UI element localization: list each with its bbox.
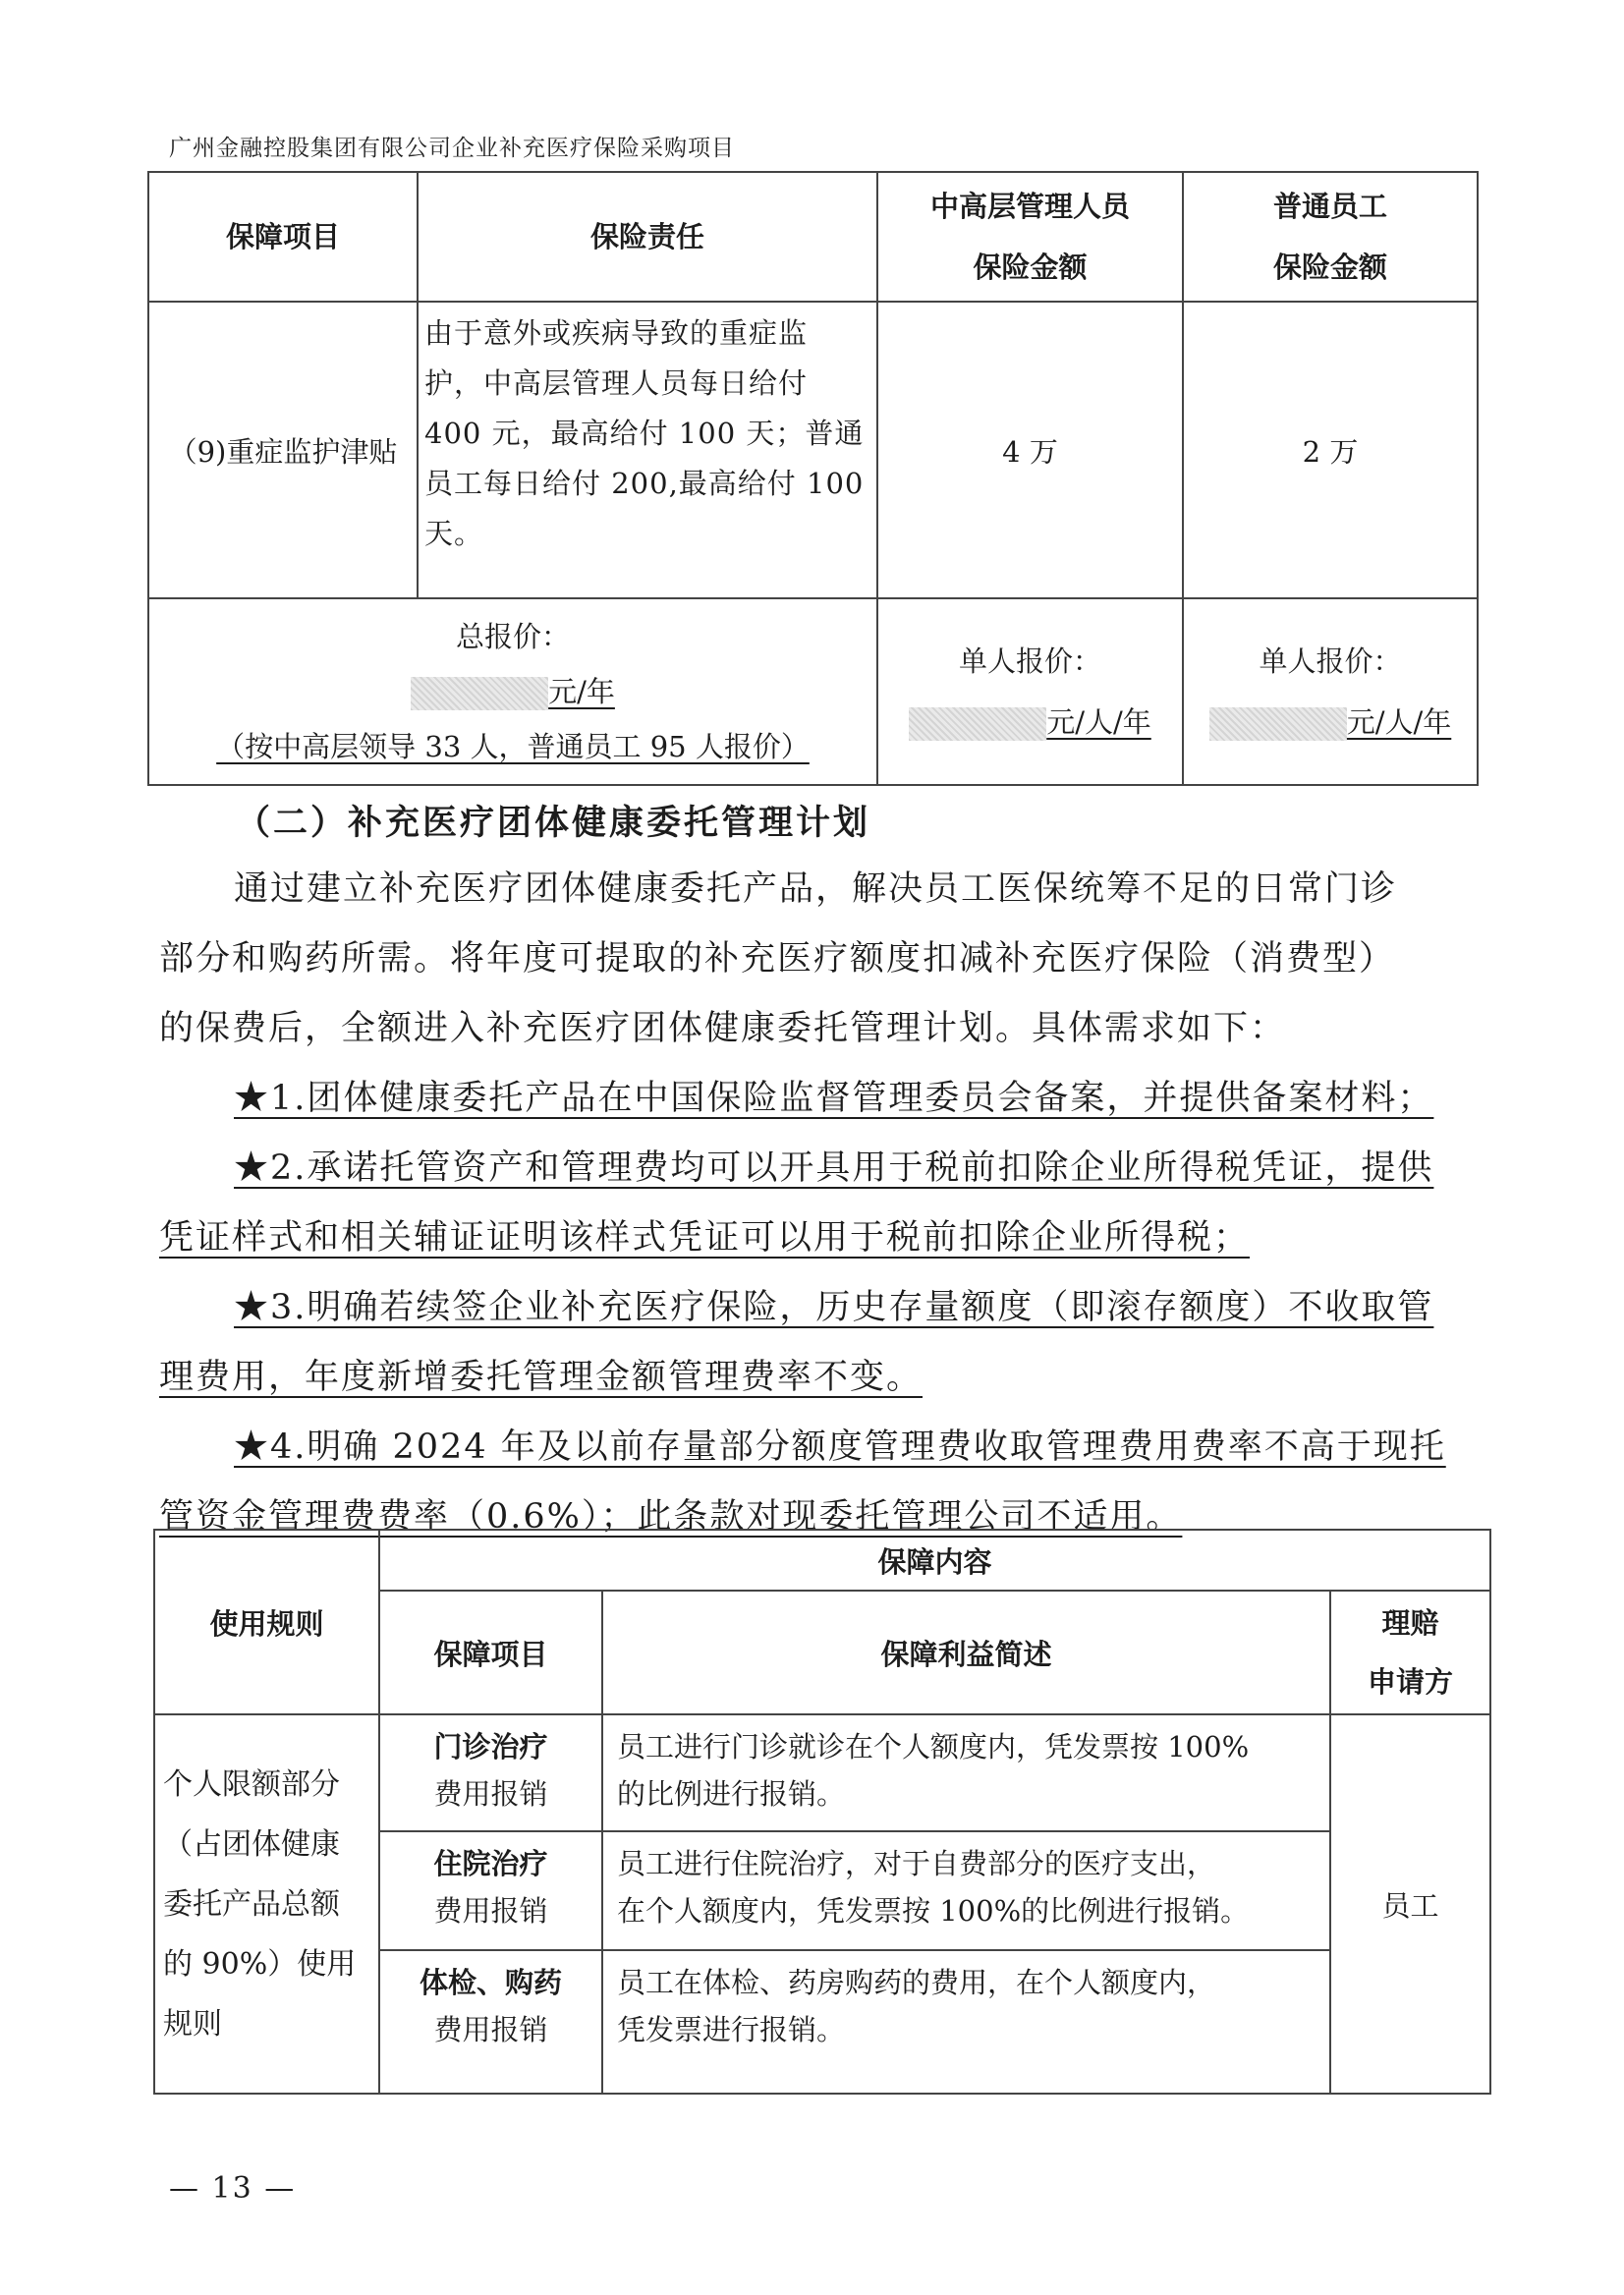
quote-row [148,598,1478,785]
row-staff-amount: 2 万 [1183,302,1478,598]
row-item: （9)重症监护津贴 [148,302,418,598]
header-content: 保障内容 [379,1530,1490,1591]
requirements-list [159,1064,1485,1552]
row-item-checkup: 体检、购药 费用报销 [379,1950,602,2094]
row-desc-outpatient: 员工进行门诊就诊在个人额度内，凭发票按 100% 的比例进行报销。 [602,1714,1330,1831]
row-desc-checkup: 员工在体检、药房购药的费用，在个人额度内， 凭发票进行报销。 [602,1950,1330,2094]
usage-rule: 个人限额部分 （占团体健康 委托产品总额 的 90%）使用 规则 [154,1714,379,2094]
intro-paragraph: 通过建立补充医疗团体健康委托产品，解决员工医保统筹不足的日常门诊 部分和购药所需。将年度可提取的补充医疗额度扣减补充医疗保险（消费型） 的保费后，全额进入补充医疗团体健康委托管理计划。具体需求如下： [159,869,1398,1048]
insurance-table [147,171,1479,786]
row-senior-amount: 4 万 [877,302,1183,598]
section-title: （二）补充医疗团体健康委托管理计划 [236,804,871,843]
page-number: — 13 — [169,2171,297,2206]
header-rules: 使用规则 [154,1530,379,1714]
header-senior-amount: 中高层管理人员 保险金额 [877,172,1183,302]
header-responsibility: 保险责任 [418,172,877,302]
row-desc-inpatient: 员工进行住院治疗，对于自费部分的医疗支出， 在个人额度内，凭发票按 100%的比例进行报销。 [602,1831,1330,1950]
redacted-staff [1209,707,1347,741]
row-item-outpatient: 门诊治疗 费用报销 [379,1714,602,1831]
staff-single-quote: 单人报价： 元/人/年 [1183,598,1478,785]
claimant: 员工 [1330,1714,1490,2094]
table-row [148,302,1478,598]
requirement-1: ★1.团体健康委托产品在中国保险监督管理委员会备案，并提供备案材料； [234,1079,1434,1118]
header-claimant: 理赔 申请方 [1330,1591,1490,1714]
requirement-4: ★4.明确 2024 年及以前存量部分额度管理费收取管理费用费率不高于现托 管资金管理费费率（0.6%）；此条款对现委托管理公司不适用。 [159,1427,1446,1537]
redacted-total [411,677,548,710]
total-quote: 总报价： 元/年 （按中高层领导 33 人，普通员工 95 人报价） [148,598,877,785]
redacted-senior [909,707,1046,741]
row-item-inpatient: 住院治疗 费用报销 [379,1831,602,1950]
requirement-2: ★2.承诺托管资产和管理费均可以开具用于税前扣除企业所得税凭证，提供 凭证样式和相关辅证证明该样式凭证可以用于税前扣除企业所得税； [159,1148,1434,1258]
header-item: 保障项目 [148,172,418,302]
senior-single-quote: 单人报价： 元/人/年 [877,598,1183,785]
usage-rules-table [153,1529,1491,2095]
table-row [154,1714,1490,1831]
row-responsibility: 由于意外或疾病导致的重症监 护，中高层管理人员每日给付 400 元，最高给付 100 天；普通 员工每日给付 200,最高给付 100 天。 [418,302,877,598]
header-staff-amount: 普通员工 保险金额 [1183,172,1478,302]
requirement-3: ★3.明确若续签企业补充医疗保险，历史存量额度（即滚存额度）不收取管 理费用，年度新增委托管理金额管理费率不变。 [159,1288,1434,1397]
page-header: 广州金融控股集团有限公司企业补充医疗保险采购项目 [169,136,735,161]
header-item: 保障项目 [379,1591,602,1714]
header-benefit: 保障利益简述 [602,1591,1330,1714]
